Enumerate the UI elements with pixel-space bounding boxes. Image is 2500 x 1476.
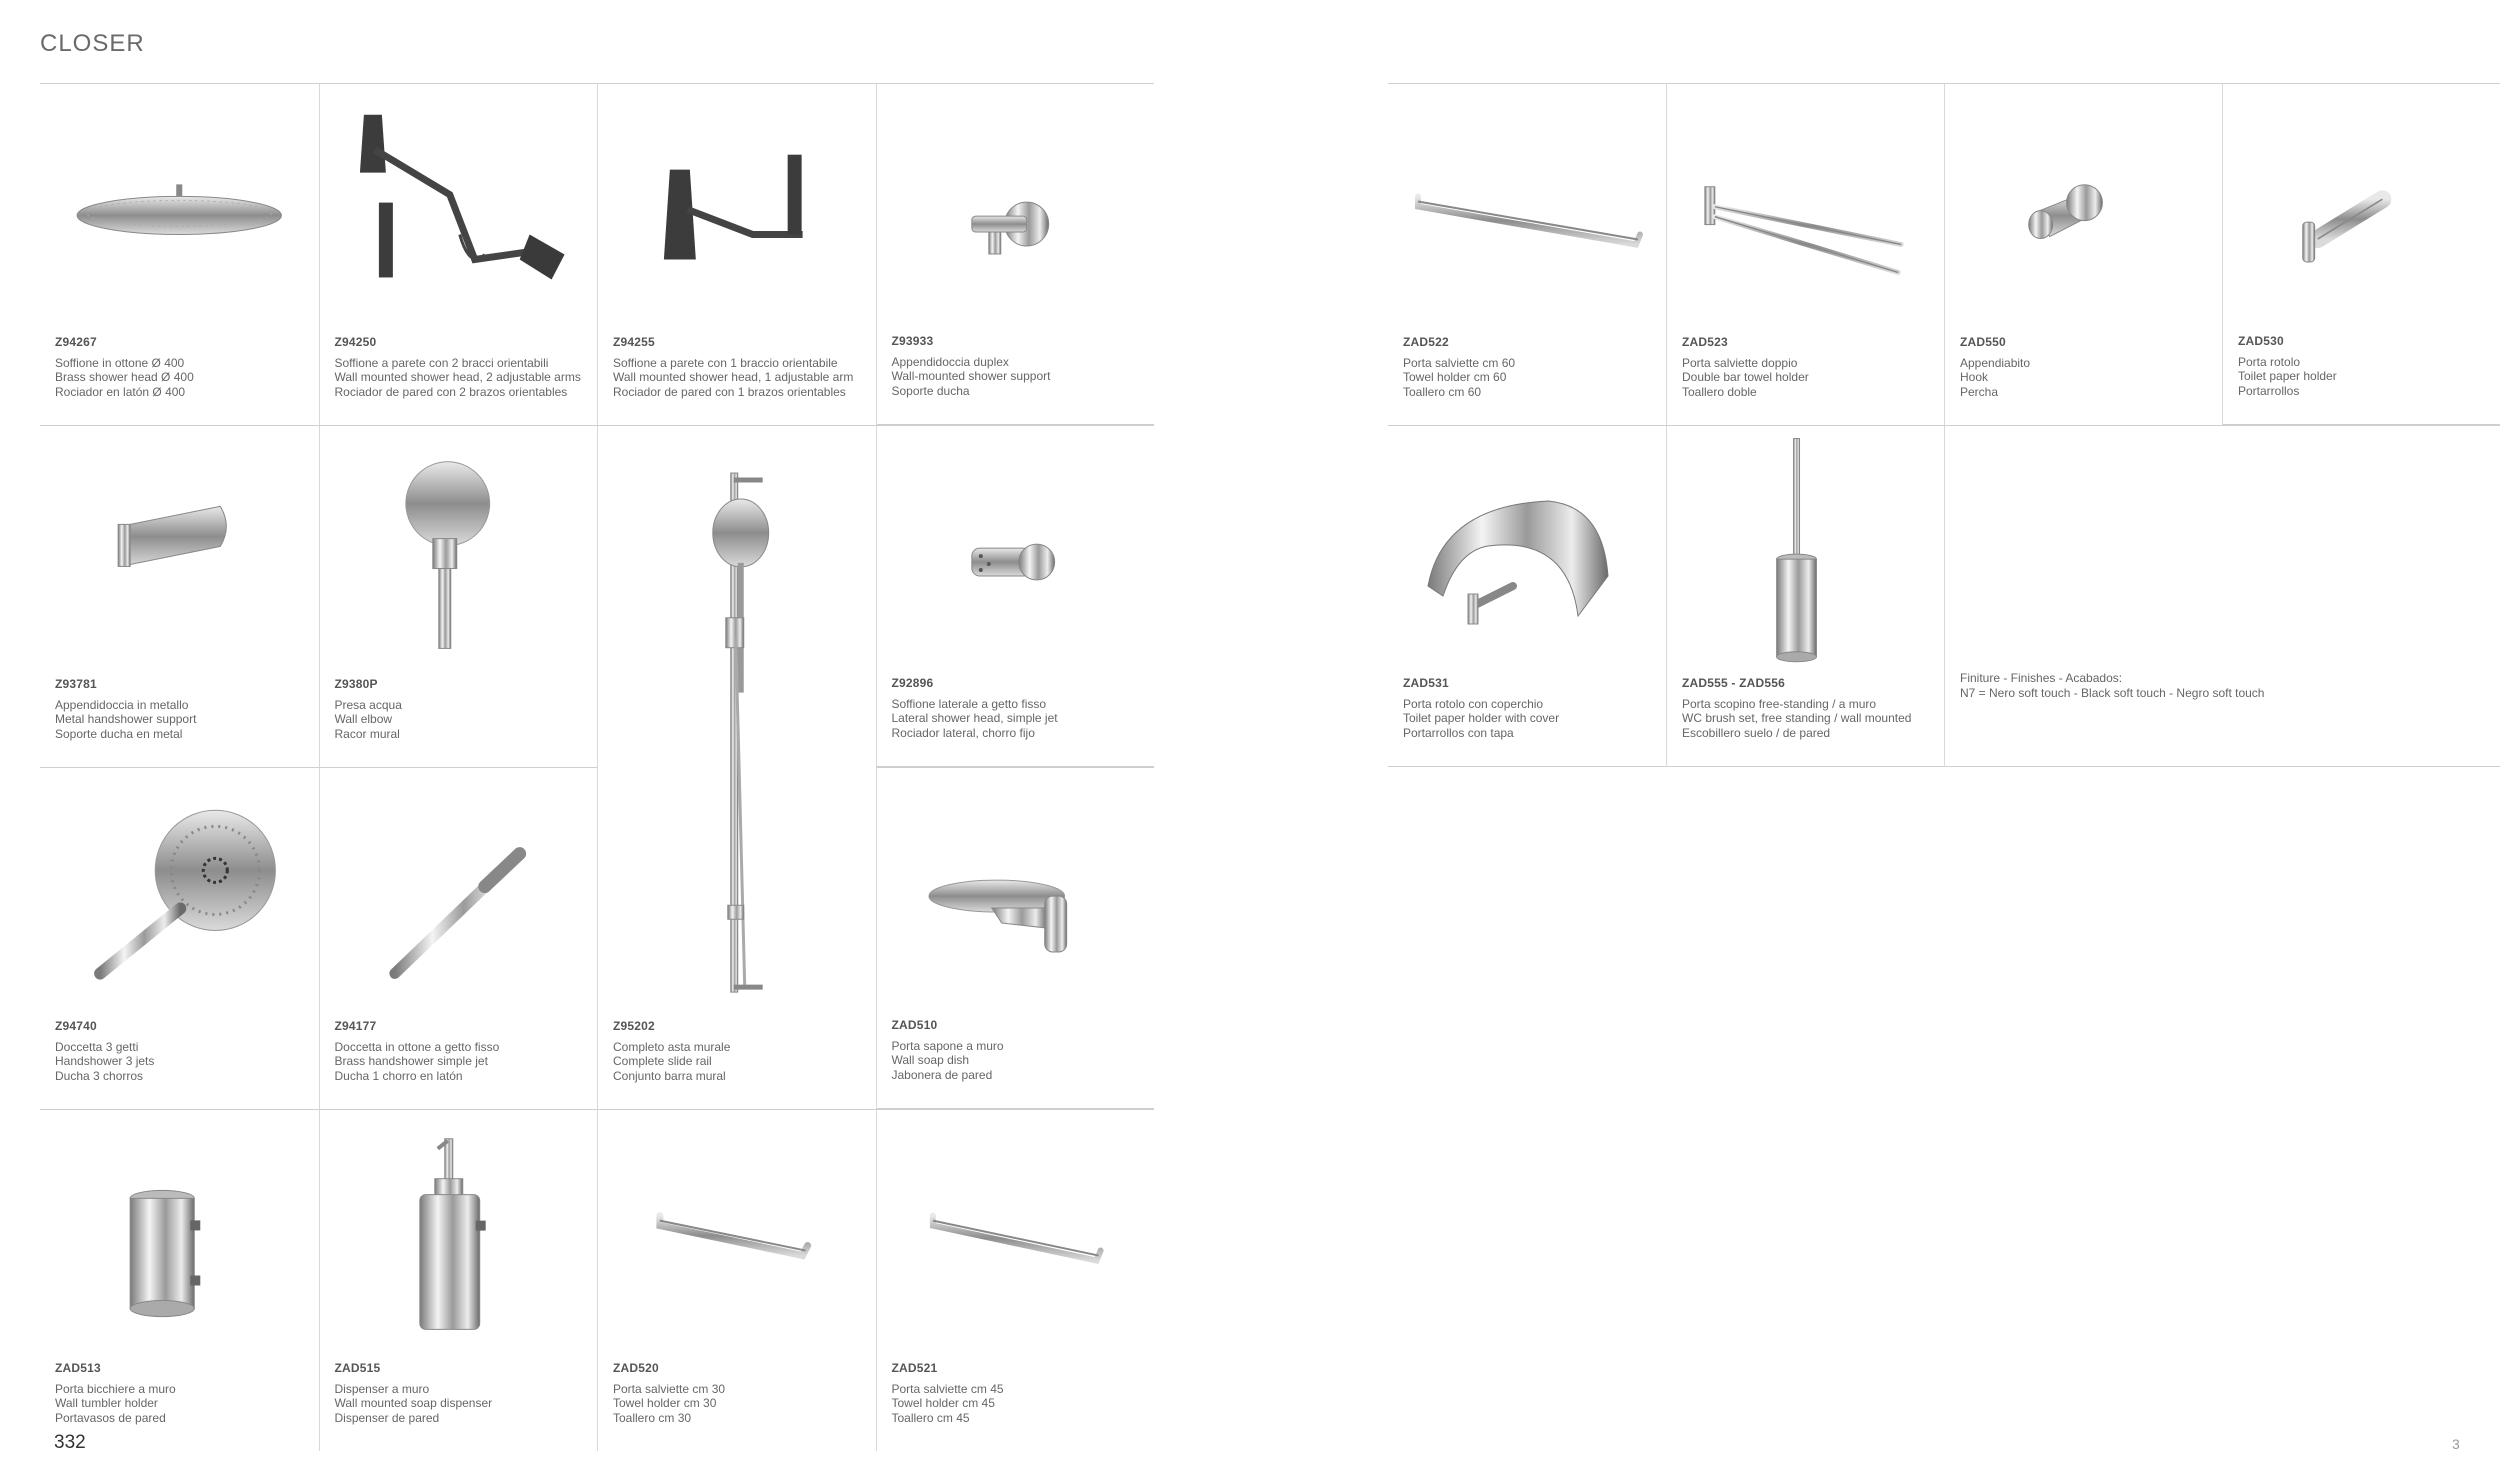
desc-it: Porta bicchiere a muro [55,1381,176,1396]
product-code: Z94250 [334,335,377,349]
desc-en: Toilet paper holder with cover [1403,711,1560,725]
desc-it: Porta rotolo con coperchio [1403,696,1544,711]
desc-en: Lateral shower head, simple jet [891,711,1058,725]
product-card-zad530[interactable] [2222,83,2500,425]
slide-rail-icon [598,426,876,1109]
desc-it: Porta scopino free-standing / a muro [1682,696,1877,711]
desc-en: Towel holder cm 30 [613,1396,717,1410]
product-card-zad523[interactable] [1666,83,1944,425]
desc-es: Ducha 1 chorro en latón [334,1068,463,1083]
desc-en: Towel holder cm 45 [891,1396,995,1410]
desc-en: Wall-mounted shower support [891,369,1051,383]
product-code: Z93781 [55,677,97,691]
desc-en: Wall soap dish [891,1053,970,1067]
product-caption [335,677,588,741]
desc-it: Porta rotolo [2238,354,2301,369]
desc-it: Presa acqua [334,697,402,712]
product-code: ZAD531 [1403,676,1449,690]
product-caption [1682,676,1934,740]
desc-en: Brass handshower simple jet [334,1054,488,1068]
desc-it: Porta sapone a muro [891,1038,1004,1053]
desc-en: Double bar towel holder [1682,370,1809,384]
product-card-z94267[interactable] [40,83,319,425]
product-caption [613,1361,866,1425]
product-code: ZAD513 [55,1361,101,1375]
desc-it: Dispenser a muro [334,1381,430,1396]
desc-it: Doccetta in ottone a getto fisso [334,1039,500,1054]
right-product-grid [1388,83,2500,767]
product-code: Z94177 [334,1019,377,1033]
desc-es: Portavasos de pared [55,1410,166,1425]
desc-es: Conjunto barra mural [613,1068,726,1083]
desc-en: Metal handshower support [55,712,197,726]
desc-es: Toallero doble [1682,384,1757,399]
page-number: 332 [54,1432,86,1453]
desc-it: Porta salviette doppio [1682,355,1798,370]
product-caption [335,1361,588,1425]
desc-es: Soporte ducha [891,383,970,398]
desc-en: Handshower 3 jets [55,1054,155,1068]
product-caption [892,334,1145,398]
product-code: ZAD521 [891,1361,938,1375]
product-caption [892,676,1145,740]
product-caption [55,335,309,399]
desc-it: Completo asta murale [613,1039,731,1054]
product-code: Z9380P [334,677,378,691]
desc-en: Complete slide rail [613,1054,712,1068]
desc-en: Wall tumbler holder [55,1396,158,1410]
product-caption [2238,334,2490,398]
desc-es: Ducha 3 chorros [55,1068,144,1083]
desc-it: Porta salviette cm 60 [1403,355,1516,370]
desc-es: Escobillero suelo / de pared [1682,725,1831,740]
desc-es: Toallero cm 60 [1403,384,1482,399]
product-caption [1682,335,1934,399]
desc-it: Soffione in ottone Ø 400 [55,355,185,370]
desc-es: Racor mural [334,726,400,741]
desc-it: Porta salviette cm 45 [891,1381,1004,1396]
product-code: ZAD530 [2238,334,2284,348]
brand-name: CLOSER [40,30,145,57]
product-code: Z94740 [55,1019,97,1033]
product-caption [1960,335,2212,399]
product-card-zad515[interactable] [319,1109,598,1451]
product-code: ZAD515 [334,1361,381,1375]
product-caption [55,1361,309,1425]
finishes-title: Finiture - Finishes - Acabados: [1960,671,2123,685]
product-code: Z93933 [891,334,934,348]
product-caption [892,1361,1145,1425]
desc-en: WC brush set, free standing / wall mounted [1682,711,1912,725]
product-card-zad520[interactable] [597,1109,876,1451]
desc-it: Appendidoccia in metallo [55,697,189,712]
finishes-note [1960,671,2264,700]
product-code: Z92896 [891,676,934,690]
desc-it: Soffione a parete con 1 braccio orientabile [613,355,838,370]
desc-it: Appendidoccia duplex [891,354,1009,369]
desc-es: Portarrollos [2238,383,2300,398]
product-card-z9380p[interactable] [319,425,598,767]
product-card-z95202[interactable] [597,425,876,1109]
product-code: ZAD523 [1682,335,1728,349]
product-card-zad522[interactable] [1388,83,1666,425]
product-caption [55,1019,309,1083]
left-product-grid [40,83,1154,1451]
product-caption [613,1019,866,1083]
product-code: ZAD510 [891,1018,938,1032]
desc-en: Wall mounted soap dispenser [334,1396,493,1410]
desc-es: Jabonera de pared [891,1067,993,1082]
product-card-zad555-zad556[interactable] [1666,425,1944,767]
desc-es: Toallero cm 30 [613,1410,692,1425]
desc-it: Appendiabito [1960,355,2031,370]
product-code: Z94255 [613,335,655,349]
desc-es: Rociador de pared con 2 brazos orientables [334,384,568,399]
product-card-zad510[interactable] [876,767,1155,1109]
finishes-panel [1944,425,2500,767]
desc-es: Soporte ducha en metal [55,726,183,741]
product-card-z94250[interactable] [319,83,598,425]
desc-en: Wall elbow [334,712,393,726]
product-caption [1403,335,1656,399]
desc-en: Hook [1960,370,1989,384]
product-card-z93933[interactable] [876,83,1155,425]
desc-es: Rociador de pared con 1 brazos orientables [613,384,846,399]
product-card-zad521[interactable] [876,1109,1155,1451]
product-caption [335,335,588,399]
product-card-z94740[interactable] [40,767,319,1109]
product-code: Z95202 [613,1019,655,1033]
desc-es: Portarrollos con tapa [1403,725,1514,740]
product-code: ZAD522 [1403,335,1449,349]
desc-it: Porta salviette cm 30 [613,1381,726,1396]
desc-it: Soffione laterale a getto fisso [891,696,1047,711]
product-card-z92896[interactable] [876,425,1155,767]
finishes-line: N7 = Nero soft touch - Black soft touch - Negro soft touch [1960,685,2265,700]
product-code: ZAD555 - ZAD556 [1682,676,1786,690]
product-card-zad513[interactable] [40,1109,319,1451]
desc-it: Doccetta 3 getti [55,1039,139,1054]
product-card-zad531[interactable] [1388,425,1666,767]
desc-en: Wall mounted shower head, 2 adjustable arms [334,370,581,384]
product-card-zad550[interactable] [1944,83,2222,425]
product-caption [892,1018,1145,1082]
desc-en: Wall mounted shower head, 1 adjustable arm [613,370,854,384]
desc-es: Percha [1960,384,1999,399]
desc-es: Rociador lateral, chorro fijo [891,725,1035,740]
product-code: ZAD550 [1960,335,2006,349]
product-card-z93781[interactable] [40,425,319,767]
desc-es: Dispenser de pared [334,1410,440,1425]
desc-en: Toilet paper holder [2238,369,2337,383]
desc-it: Soffione a parete con 2 bracci orientabili [334,355,549,370]
product-code: ZAD520 [613,1361,659,1375]
product-card-z94255[interactable] [597,83,876,425]
product-caption [1403,676,1656,740]
product-caption [55,677,309,741]
product-caption [613,335,866,399]
page-number-right: 3 [2452,1436,2460,1452]
product-caption [335,1019,588,1083]
product-card-z94177[interactable] [319,767,598,1109]
desc-es: Rociador en latón Ø 400 [55,384,186,399]
desc-en: Brass shower head Ø 400 [55,370,194,384]
desc-en: Towel holder cm 60 [1403,370,1507,384]
product-code: Z94267 [55,335,97,349]
desc-es: Toallero cm 45 [891,1410,970,1425]
